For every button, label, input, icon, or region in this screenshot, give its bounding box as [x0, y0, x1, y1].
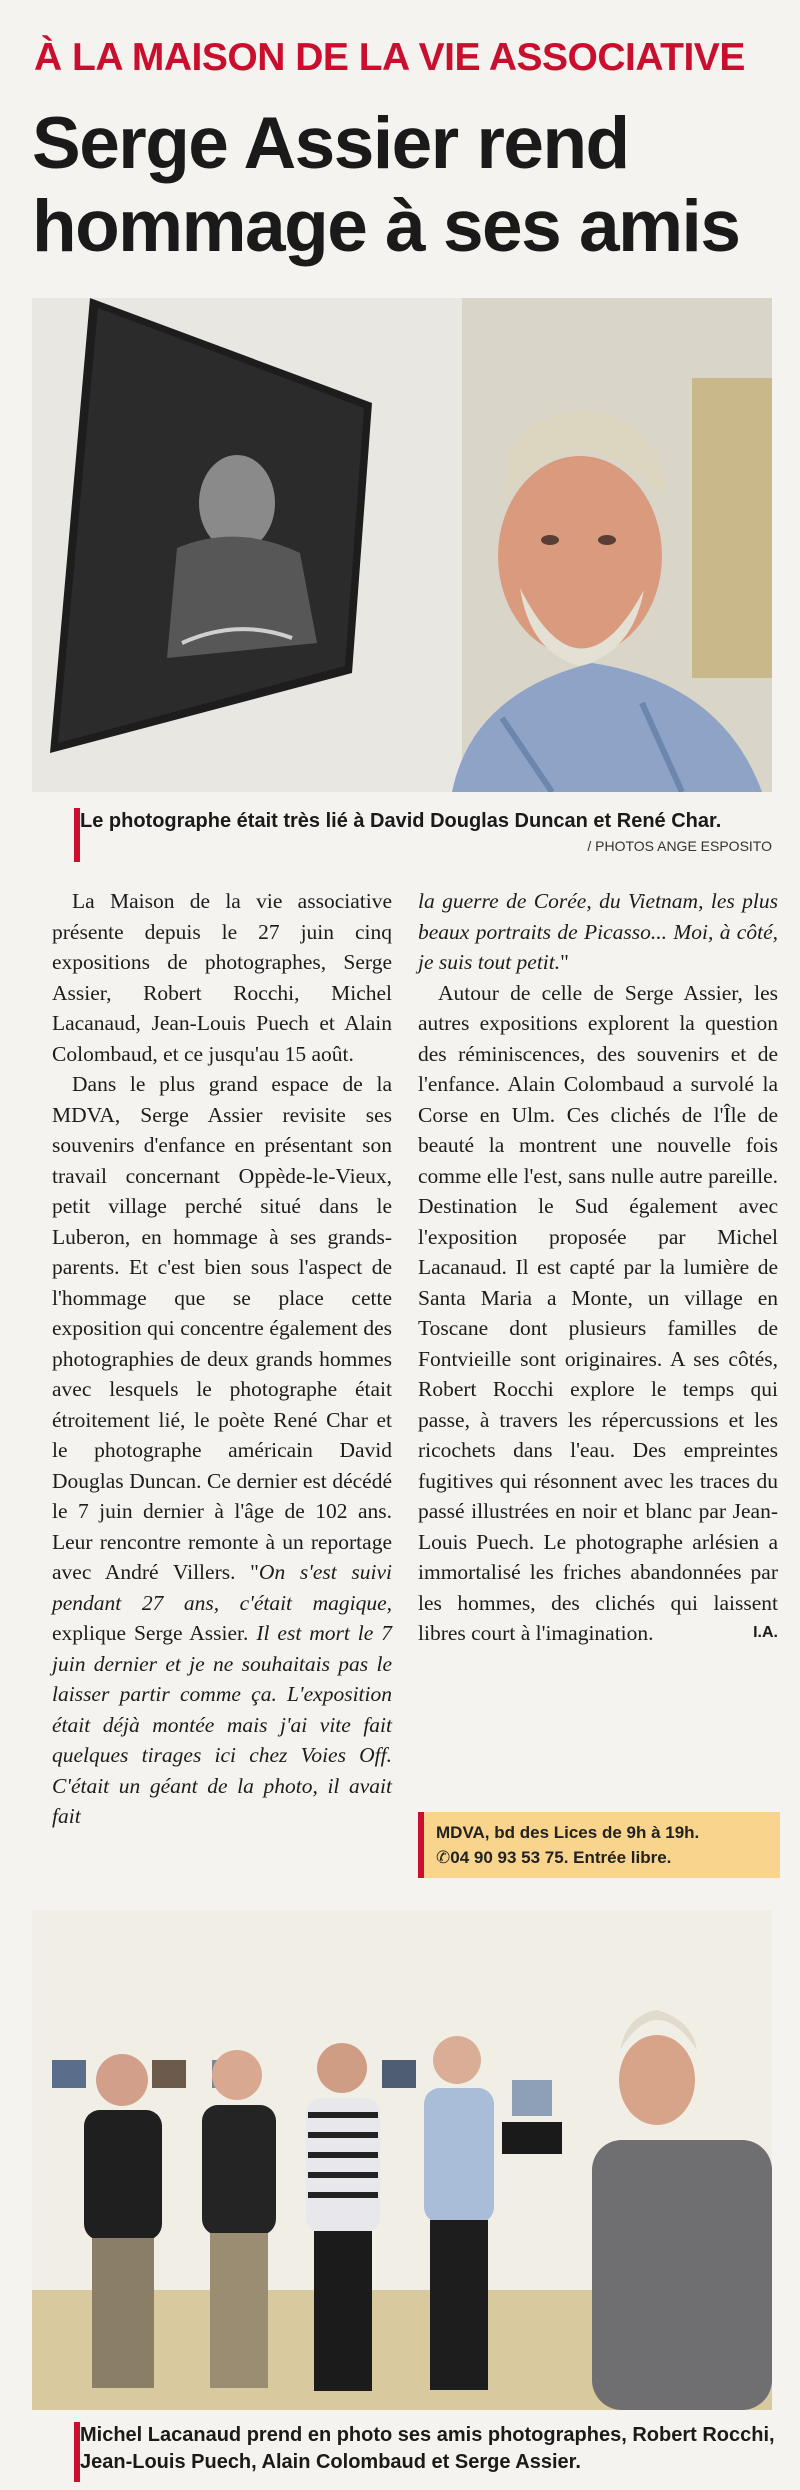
- info-box: [418, 1812, 780, 1878]
- paragraph-text: Autour de celle de Serge Assier, les autres expositions explorent la question des réminiscences, des souvenirs et de l'enfance. Alain Colombaud a survolé la Corse en Ulm. Ces clichés de l'Île de beauté la montrent une nouvelle fois comme elle l'est, sans nulle autre pareille. Destination le Sud également avec l'exposition proposée par Michel Lacanaud. Il est capté par la lumière de Santa Maria a Monte, un village en Toscane dont plusieurs familles de Fontvieille sont originaires. A ses côtés, Robert Rocchi explore le temps qui passe, à travers les répercussions et les ricochets dans l'eau. Des empreintes fugitives qui résonnent avec les traces du passé illustrées en noir et blanc par Jean-Louis Puech. Le photographe arlésien a immortalisé les friches abandonnées par les hommes, des clichés qui laissent libres court à l'imagination.: [418, 980, 778, 1645]
- author-signature: I.A.: [753, 1624, 778, 1641]
- photo-illustration: [32, 298, 772, 792]
- photo-serge-assier: [32, 298, 772, 792]
- article-column-2: [418, 886, 778, 1649]
- person: [424, 2036, 494, 2390]
- paragraph: [52, 1069, 392, 1832]
- info-address: MDVA, bd des Lices de 9h à 19h.: [436, 1823, 700, 1842]
- group-photo-illustration: [32, 1910, 772, 2410]
- quote-end: ": [560, 950, 569, 974]
- headline: Serge Assier rend hommage à ses amis: [32, 103, 740, 267]
- paragraph: La Maison de la vie associative présente depuis le 27 juin cinq expositions de photographes, Serge Assier, Robert Rocchi, Michel Lacanaud, Jean-Louis Puech et Alain Colombaud, et ce jusqu'au 15 août.: [52, 889, 392, 1066]
- paragraph-text: Dans le plus grand espace de la MDVA, Serge Assier revisite ses souvenirs d'enfance en présentant son travail concernant Oppède-le-Vieux, petit village perché situé dans le Luberon, en hommage à ses grands-parents. Et c'est bien sous l'aspect de l'hommage que se place cette exposition qui concentre également des photographies de deux grands hommes avec lesquels le photographe était étroitement lié, le poète René Char et le photographe américain David Douglas Duncan. Ce dernier est décédé le 7 juin dernier à l'âge de 102 ans. Leur rencontre remonte à un reportage avec André Villers. ": [52, 1072, 392, 1584]
- quote: On s'est suivi pendant 27 ans, c'était magique,: [52, 1560, 392, 1615]
- paragraph: [418, 978, 778, 1649]
- photo1-caption: Le photographe était très lié à David Douglas Duncan et René Char.: [80, 810, 722, 832]
- photo-group: [32, 1910, 772, 2410]
- article-column-1: [52, 886, 392, 1832]
- paragraph: [418, 886, 778, 978]
- paragraph-text: explique Serge Assier.: [52, 1621, 257, 1645]
- info-phone: [436, 1845, 768, 1870]
- photo2-caption: Michel Lacanaud prend en photo ses amis photographes, Robert Rocchi, Jean-Louis Puech, Alain Colombaud et Serge Assier.: [80, 2424, 775, 2473]
- phone-icon: ✆: [436, 1848, 451, 1867]
- info-phone-text: 04 90 93 53 75. Entrée libre.: [450, 1848, 672, 1867]
- kicker: À LA MAISON DE LA VIE ASSOCIATIVE: [34, 36, 745, 79]
- quote: la guerre de Corée, du Vietnam, les plus beaux portraits de Picasso... Moi, à côté, je suis tout petit.: [418, 889, 778, 974]
- quote: Il est mort le 7 juin dernier et je ne souhaitais pas le laisser partir comme ça. L'exposition était déjà montée mais j'ai vite fait quelques tirages ici chez Voies Off. C'était un géant de la photo, il avait fait: [52, 1621, 392, 1828]
- photo-credit: / PHOTOS ANGE ESPOSITO: [587, 838, 772, 854]
